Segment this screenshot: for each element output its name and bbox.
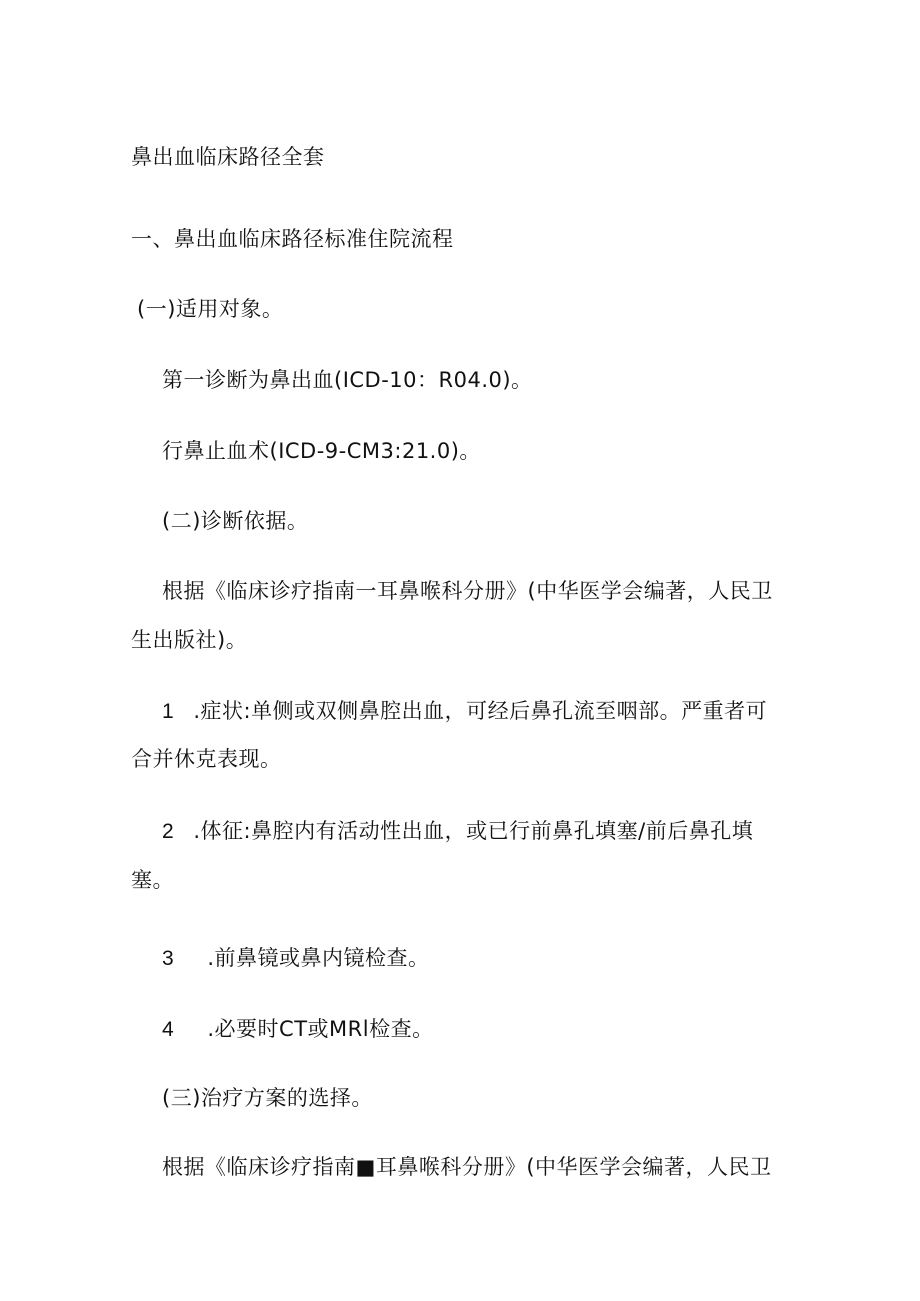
list-item-number: 2 [162, 820, 175, 843]
subsection-heading: (一)适用对象。 [137, 297, 284, 321]
list-item-text: .必要时CT或MRl检查。 [207, 1017, 434, 1041]
list-item-number: 4 [162, 1018, 175, 1041]
section-heading: 一、鼻出血临床路径标准住院流程 [131, 227, 454, 251]
paragraph-line: 根据《临床诊疗指南一耳鼻喉科分册》(中华医学会编著，人民卫 [162, 579, 773, 603]
subsection-heading: (三)治疗方案的选择。 [162, 1086, 373, 1110]
paragraph-line: 第一诊断为鼻出血(ICD-10：R04.0)。 [162, 368, 533, 392]
paragraph-line: 塞。 [131, 868, 174, 892]
document-title: 鼻出血临床路径全套 [131, 145, 325, 169]
list-item-text: .前鼻镜或鼻内镜检查。 [207, 946, 430, 970]
list-item [162, 817, 753, 846]
list-item-text: .体征:鼻腔内有活动性出血，或已行前鼻孔填塞/前后鼻孔填 [193, 819, 754, 843]
paragraph-line: 行鼻止血术(ICD-9-CM3:21.0)。 [162, 439, 481, 463]
paragraph-line: 生出版社)。 [131, 628, 248, 652]
list-item-text: .症状:单侧或双侧鼻腔出血，可经后鼻孔流至咽部。严重者可 [193, 699, 768, 723]
list-item [162, 944, 430, 973]
paragraph-line: 合并休克表现。 [131, 747, 282, 771]
list-item [162, 697, 767, 726]
list-item-number: 3 [162, 947, 175, 970]
subsection-heading: (二)诊断依据。 [162, 509, 309, 533]
list-item [162, 1015, 434, 1044]
list-item-number: 1 [162, 700, 175, 723]
paragraph-line: 根据《临床诊疗指南■耳鼻喉科分册》(中华医学会编著，人民卫 [162, 1155, 772, 1179]
